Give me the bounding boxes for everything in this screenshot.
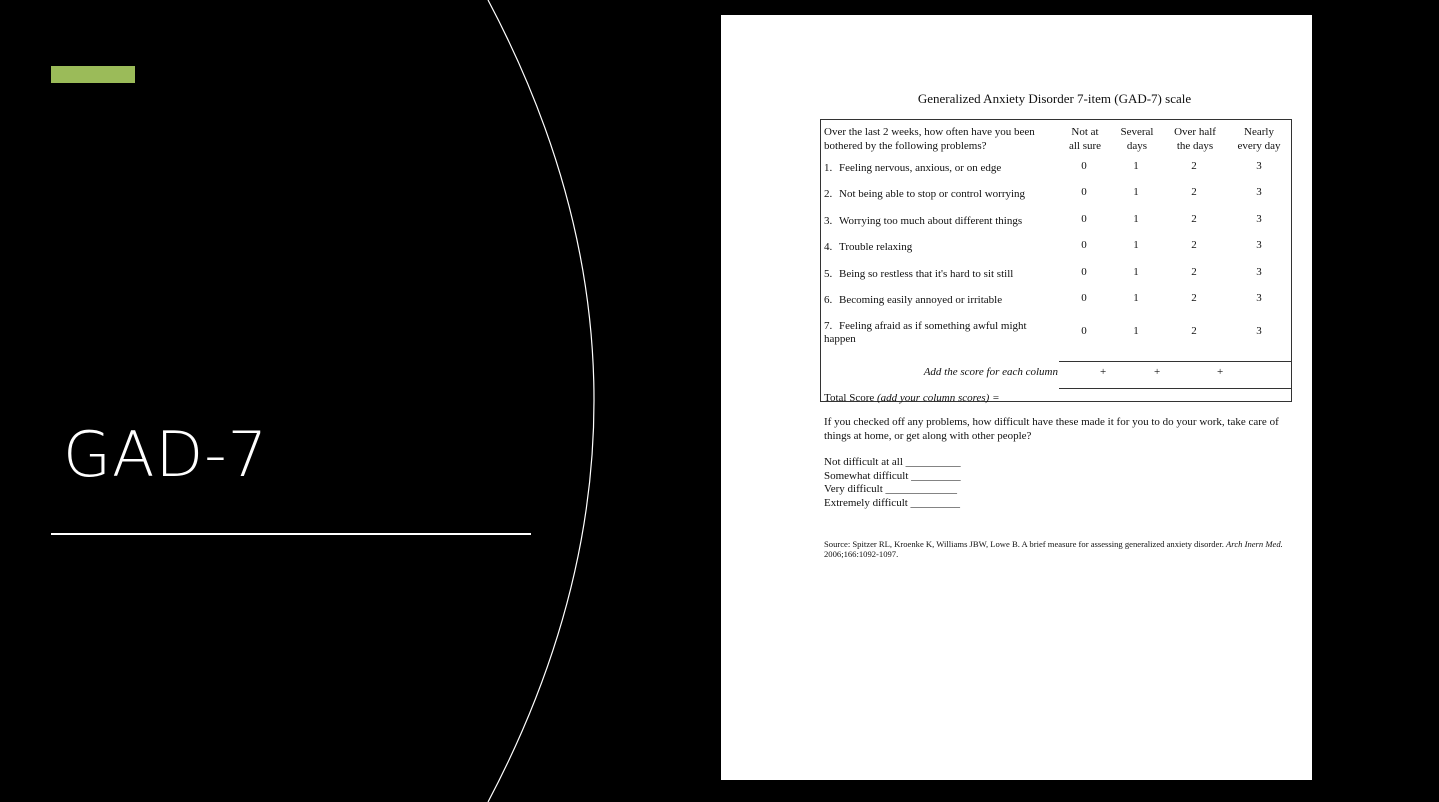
item-score: 2 — [1191, 266, 1197, 278]
column-header-0: Not at all sure — [1068, 126, 1102, 152]
plus-sign: + — [1217, 366, 1224, 378]
source-suffix: 2006;166:1092-1097. — [824, 549, 899, 559]
question-header: Over the last 2 weeks, how often have you been bothered by the following problems? — [824, 126, 1035, 152]
item-row — [824, 268, 1054, 281]
item-score: 1 — [1133, 325, 1139, 337]
item-number: 2. — [824, 188, 833, 200]
source-journal: Arch Inern Med. — [1226, 539, 1283, 549]
item-score: 3 — [1256, 186, 1262, 198]
sum-line-bottom — [1059, 388, 1291, 389]
item-score: 2 — [1191, 239, 1197, 251]
source-prefix: Source: Spitzer RL, Kroenke K, Williams JBW, Lowe B. A brief measure for assessing generalized anxiety disorder. — [824, 539, 1224, 549]
item-score: 3 — [1256, 213, 1262, 225]
item-text: Becoming easily annoyed or irritable — [839, 294, 1003, 306]
source-citation — [824, 539, 1284, 559]
item-score: 3 — [1256, 325, 1262, 337]
item-score: 1 — [1133, 292, 1139, 304]
item-score: 1 — [1133, 186, 1139, 198]
total-score-label — [824, 392, 1000, 404]
title-underline — [51, 533, 531, 535]
difficulty-option: Somewhat difficult _________ — [824, 469, 961, 482]
item-score: 0 — [1081, 186, 1087, 198]
item-text: Being so restless that it's hard to sit still — [839, 268, 1014, 280]
item-score: 2 — [1191, 186, 1197, 198]
sum-line-top — [1059, 361, 1291, 362]
item-text: Feeling afraid as if something awful might happen — [824, 320, 1027, 345]
column-header-1: Several days — [1120, 126, 1154, 152]
item-score: 2 — [1191, 213, 1197, 225]
gad7-form-table — [820, 119, 1292, 402]
document-title: Generalized Anxiety Disorder 7-item (GAD-7) scale — [917, 91, 1192, 106]
item-number: 7. — [824, 320, 833, 332]
gad7-document-image — [721, 15, 1312, 780]
plus-sign: + — [1154, 366, 1161, 378]
item-score: 0 — [1081, 292, 1087, 304]
total-label: Total Score — [824, 392, 875, 404]
item-score: 0 — [1081, 160, 1087, 172]
item-number: 5. — [824, 268, 833, 280]
item-score: 0 — [1081, 239, 1087, 251]
difficulty-question: If you checked off any problems, how difficult have these made it for you to do your work, take care of things at home, or get along with other people? — [824, 416, 1279, 442]
total-hint: (add your column scores) = — [877, 392, 1000, 404]
column-header-2: Over half the days — [1174, 126, 1216, 152]
item-score: 0 — [1081, 325, 1087, 337]
item-text: Trouble relaxing — [839, 241, 913, 253]
item-score: 3 — [1256, 160, 1262, 172]
item-row — [824, 241, 1054, 254]
item-row — [824, 320, 1054, 346]
item-row — [824, 188, 1054, 201]
difficulty-options — [824, 456, 961, 510]
item-score: 0 — [1081, 213, 1087, 225]
item-text: Not being able to stop or control worrying — [839, 188, 1026, 200]
accent-bar — [51, 66, 135, 83]
item-score: 1 — [1133, 266, 1139, 278]
item-score: 2 — [1191, 325, 1197, 337]
add-score-label: Add the score for each column — [923, 366, 1058, 378]
item-row — [824, 162, 1054, 175]
item-score: 1 — [1133, 239, 1139, 251]
item-number: 3. — [824, 215, 833, 227]
item-text: Worrying too much about different things — [839, 215, 1023, 227]
plus-sign: + — [1100, 366, 1107, 378]
difficulty-option: Very difficult _____________ — [824, 483, 958, 495]
item-number: 6. — [824, 294, 833, 306]
difficulty-option: Not difficult at all __________ — [824, 456, 961, 468]
item-score: 3 — [1256, 239, 1262, 251]
item-score: 1 — [1133, 160, 1139, 172]
item-score: 3 — [1256, 266, 1262, 278]
item-score: 2 — [1191, 160, 1197, 172]
slide-title: GAD-7 — [63, 418, 269, 491]
item-number: 4. — [824, 241, 833, 253]
item-text: Feeling nervous, anxious, or on edge — [839, 162, 1002, 174]
column-header-3: Nearly every day — [1237, 126, 1281, 152]
item-score: 3 — [1256, 292, 1262, 304]
item-score: 2 — [1191, 292, 1197, 304]
difficulty-option: Extremely difficult _________ — [824, 496, 961, 509]
item-score: 0 — [1081, 266, 1087, 278]
item-row — [824, 294, 1054, 307]
item-number: 1. — [824, 162, 833, 174]
item-row — [824, 215, 1054, 228]
item-score: 1 — [1133, 213, 1139, 225]
